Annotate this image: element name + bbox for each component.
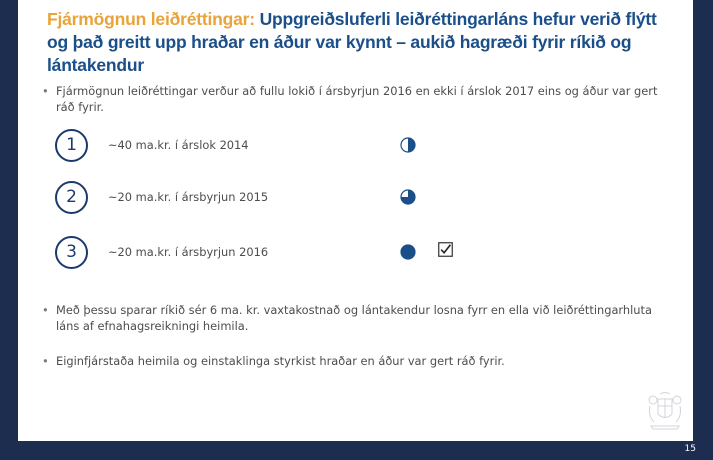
slide-title — [47, 8, 677, 77]
slide — [18, 0, 693, 441]
bullet-text: Með þessu sparar ríkið sér 6 ma. kr. vaxtakostnað og lántakendur losna fyrr en ella við leiðréttingarhluta láns af efnahagsreikningi heimila. — [56, 303, 652, 333]
step-number: 2 — [55, 181, 88, 214]
step-item — [55, 181, 655, 215]
bullet-dot: • — [42, 354, 49, 368]
bullet-item — [42, 84, 676, 115]
step-label: ~40 ma.kr. í árslok 2014 — [108, 138, 249, 152]
page-number: 15 — [684, 444, 696, 454]
bullet-item — [42, 354, 676, 370]
bullet-text: Fjármögnun leiðréttingar verður að fullu lokið í ársbyrjun 2016 en ekki í árslok 2017 eins og áður var gert ráð fyrir. — [56, 84, 658, 114]
step-item — [55, 129, 655, 163]
step-label: ~20 ma.kr. í ársbyrjun 2015 — [108, 190, 269, 204]
step-item — [55, 236, 655, 270]
step-number: 1 — [55, 129, 88, 162]
half-pie-icon — [400, 137, 416, 153]
bullet-dot: • — [42, 84, 49, 98]
bullet-item — [42, 303, 676, 334]
coat-of-arms-logo — [646, 390, 684, 430]
full-pie-icon — [400, 244, 416, 260]
three-quarter-pie-icon — [400, 189, 416, 205]
title-main: Uppgreiðsluferli leiðréttingarláns hefur verið flýtt og það greitt upp hraðar en áður var kynnt – aukið hagræði fyrir ríkið og lántakendur — [47, 9, 657, 75]
bullet-dot: • — [42, 303, 49, 317]
checkbox-checked-icon — [438, 242, 453, 257]
step-label: ~20 ma.kr. í ársbyrjun 2016 — [108, 245, 269, 259]
step-number: 3 — [55, 236, 88, 269]
bullet-text: Eiginfjárstaða heimila og einstaklinga styrkist hraðar en áður var gert ráð fyrir. — [56, 354, 505, 368]
title-accent: Fjármögnun leiðréttingar: — [47, 9, 255, 29]
